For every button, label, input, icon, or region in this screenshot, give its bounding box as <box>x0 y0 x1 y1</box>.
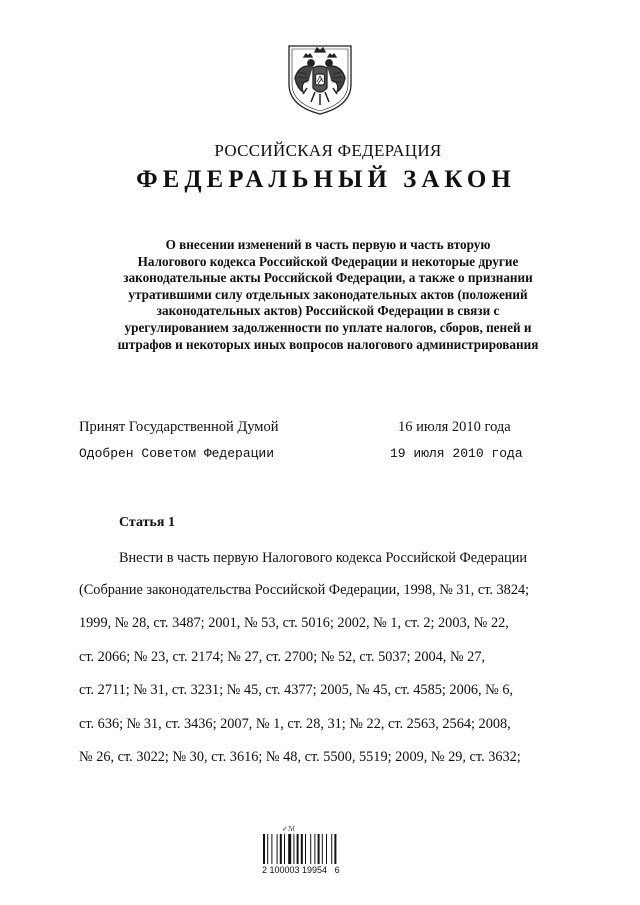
duma-adoption-date: 16 июля 2010 года <box>398 419 511 435</box>
svg-text:✓ℳ: ✓ℳ <box>282 826 296 833</box>
title-line: урегулированием задолженности по уплате налогов, сборов, пеней и <box>124 319 532 335</box>
title-line: штрафов и некоторых иных вопросов налогового администрирования <box>117 336 539 352</box>
article-text-line: ст. 2066; № 23, ст. 2174; № 27, ст. 2700; № 52, ст. 5037; 2004, № 27, <box>79 649 486 665</box>
article-text-line: ст. 636; № 31, ст. 3436; 2007, № 1, ст. 28, 31; № 22, ст. 2563, 2564; 2008, <box>79 716 511 732</box>
barcode-number: 2 100003 19954 6 <box>262 865 340 875</box>
council-approval-date: 19 июля 2010 года <box>390 446 523 461</box>
coat-of-arms-icon <box>287 44 353 116</box>
duma-adoption-label: Принят Государственной Думой <box>79 419 279 435</box>
law-type-heading: ФЕДЕРАЛЬНЫЙ ЗАКОН <box>136 166 516 193</box>
article-heading: Статья 1 <box>119 515 175 530</box>
law-title <box>78 237 578 353</box>
title-line: Налогового кодекса Российской Федерации и некоторые другие <box>137 253 519 269</box>
article-text-line: (Собрание законодательства Российской Федерации, 1998, № 31, ст. 3824; <box>79 582 530 598</box>
article-text-line: 1999, № 28, ст. 3487; 2001, № 53, ст. 5016; 2002, № 1, ст. 2; 2003, № 22, <box>79 615 509 631</box>
title-line: законодательных актов) Российской Федерации в связи с <box>156 303 500 319</box>
article-text-line: Внести в часть первую Налогового кодекса Российской Федерации <box>119 550 527 566</box>
title-line: утратившими силу отдельных законодательных актов (положений <box>128 286 528 302</box>
article-text-line: № 26, ст. 3022; № 30, ст. 3616; № 48, ст. 5500, 5519; 2009, № 29, ст. 3632; <box>79 749 521 765</box>
title-line: законодательные акты Российской Федерации, а также о признании <box>123 270 533 286</box>
article-text-line: ст. 2711; № 31, ст. 3231; № 45, ст. 4377; 2005, № 45, ст. 4585; 2006, № 6, <box>79 682 514 698</box>
title-line: О внесении изменений в часть первую и часть вторую <box>165 237 491 252</box>
country-name: РОССИЙСКАЯ ФЕДЕРАЦИЯ <box>214 141 442 160</box>
council-approval-label: Одобрен Советом Федерации <box>79 446 275 461</box>
